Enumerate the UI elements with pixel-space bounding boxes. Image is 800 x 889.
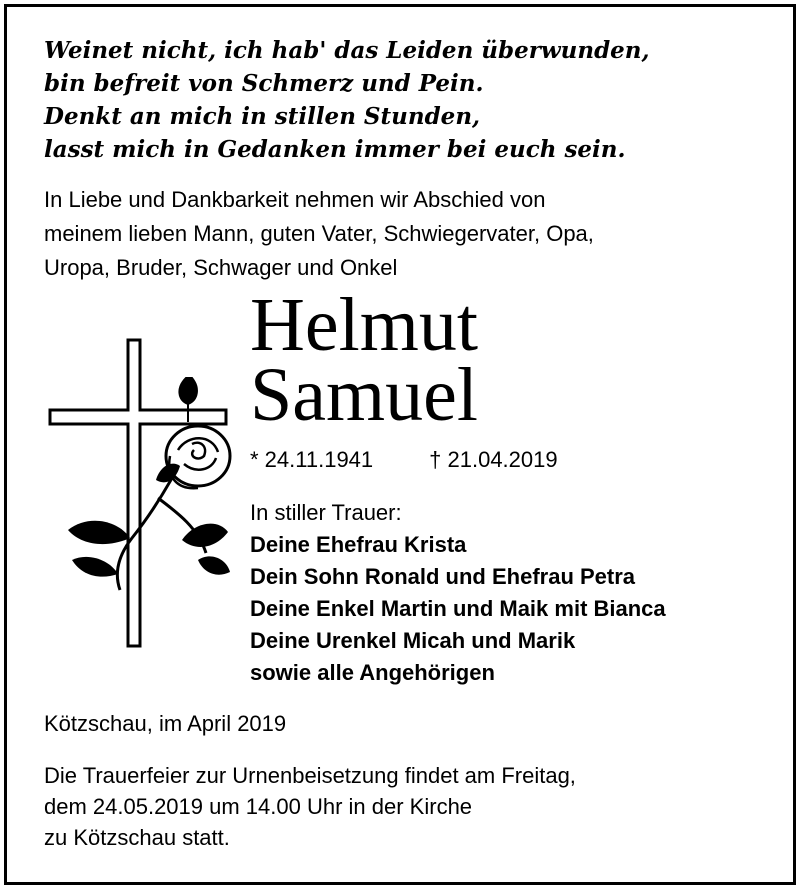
mourner-line: Deine Ehefrau Krista xyxy=(250,532,467,557)
mourner-line: Dein Sohn Ronald und Ehefrau Petra xyxy=(250,564,636,589)
poem-line: bin befreit von Schmerz und Pein. xyxy=(44,70,484,97)
life-dates xyxy=(250,446,558,474)
death-date: † 21.04.2019 xyxy=(429,447,558,472)
intro-text xyxy=(44,183,764,285)
deceased-name xyxy=(250,283,478,437)
poem-line: Denkt an mich in stillen Stunden, xyxy=(44,103,481,130)
rose-blossom-icon xyxy=(166,426,230,488)
last-name: Samuel xyxy=(250,353,478,437)
intro-line: meinem lieben Mann, guten Vater, Schwiegervater, Opa, xyxy=(44,221,594,246)
place-and-date: Kötzschau, im April 2019 xyxy=(44,711,287,736)
service-info xyxy=(44,760,576,853)
mourner-line: sowie alle Angehörigen xyxy=(250,660,495,685)
poem xyxy=(44,34,764,166)
leaf-icon xyxy=(68,521,130,544)
service-line: Die Trauerfeier zur Urnenbeisetzung findet am Freitag, xyxy=(44,763,576,788)
cross-with-rose-icon xyxy=(48,338,238,658)
intro-line: Uropa, Bruder, Schwager und Onkel xyxy=(44,255,398,280)
poem-line: Weinet nicht, ich hab' das Leiden überwunden, xyxy=(44,37,650,64)
birth-date: * 24.11.1941 xyxy=(250,447,374,472)
intro-line: In Liebe und Dankbarkeit nehmen wir Abschied von xyxy=(44,187,546,212)
mourner-line: Deine Enkel Martin und Maik mit Bianca xyxy=(250,596,666,621)
service-line: dem 24.05.2019 um 14.00 Uhr in der Kirche xyxy=(44,794,473,819)
mourners-block xyxy=(250,497,666,689)
mourners-lead: In stiller Trauer: xyxy=(250,500,402,525)
leaf-icon xyxy=(198,556,230,574)
mourner-line: Deine Urenkel Micah und Marik xyxy=(250,628,576,653)
service-line: zu Kötzschau statt. xyxy=(44,825,230,850)
leaf-icon xyxy=(182,524,228,547)
cross-icon xyxy=(50,340,226,646)
poem-line: lasst mich in Gedanken immer bei euch sein. xyxy=(44,136,626,163)
leaf-icon xyxy=(72,557,118,577)
first-name: Helmut xyxy=(250,283,478,367)
